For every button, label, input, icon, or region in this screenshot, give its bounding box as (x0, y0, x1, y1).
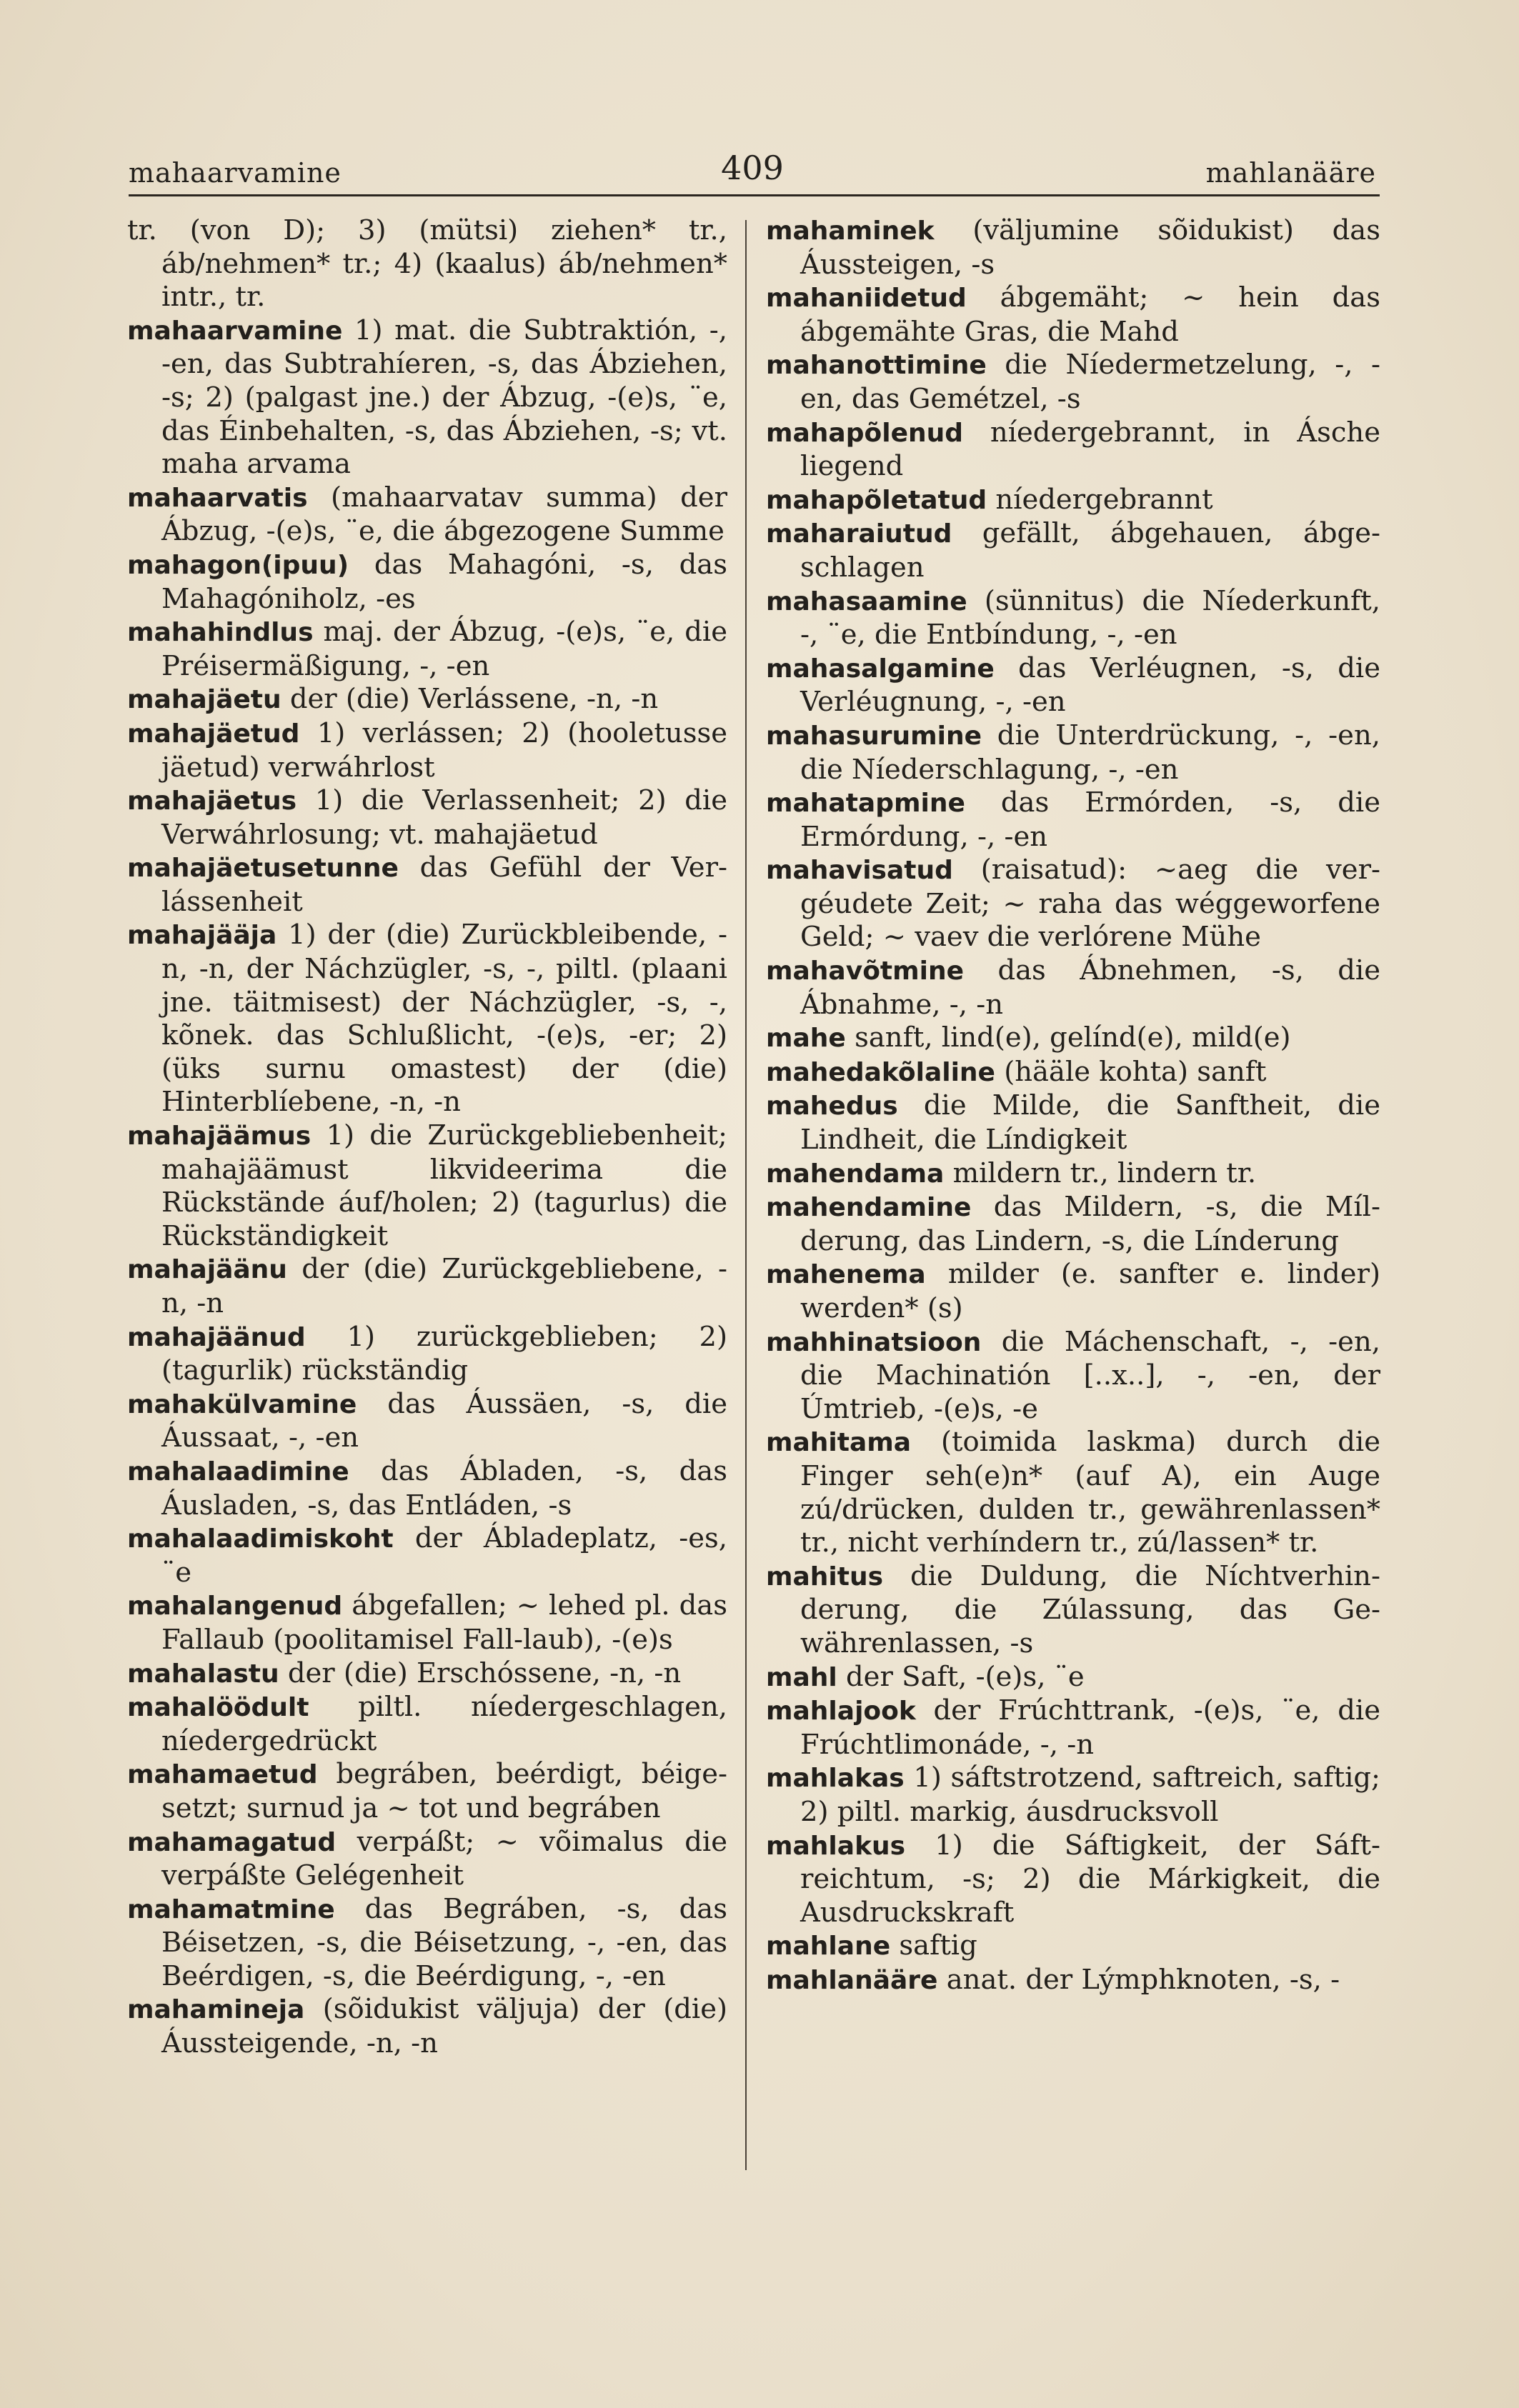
entry-headword: mahalaadimiskoht (127, 1524, 394, 1554)
entry-definition: mildern tr., lindern tr. (944, 1156, 1257, 1189)
entry-headword: mahapõlenud (766, 418, 964, 448)
entry-headword: mahalastu (127, 1659, 279, 1689)
dictionary-entry (766, 719, 1380, 786)
entry-definition: die Duldung, die Níchtverhinderung, die Zúlassung, das Gewährenlassen, -s (800, 1559, 1380, 1659)
entry-headword: mahakülvamine (127, 1389, 357, 1419)
entry-headword: mahajäetus (127, 786, 297, 816)
entry-headword: mahlakas (766, 1764, 905, 1794)
entry-definition: der Frúchttrank, -(e)s, ¨e, die Frúchtlimonáde, -, -n (800, 1694, 1380, 1761)
entry-headword: mahajäänud (127, 1322, 306, 1352)
entry-definition: das Gefühl der Verlássenheit (161, 851, 727, 918)
entry-definition: verpáßt; ~ võimalus die verpáßte Gelégenheit (161, 1825, 727, 1892)
entry-definition: tr. (von D); 3) (mütsi) ziehen* tr., áb/nehmen* tr.; 4) (kaalus) áb/nehmen* intr., tr. (127, 214, 727, 314)
dictionary-entry (766, 1157, 1380, 1191)
entry-definition: anat. der Lýmphknoten, -s, - (937, 1963, 1340, 1996)
entry-headword: mahlajook (766, 1697, 916, 1727)
dictionary-entry (766, 1661, 1380, 1695)
entry-headword: mahajäetusetunne (127, 854, 399, 884)
page-number: 409 (721, 149, 784, 187)
entry-definition: das Ermórden, -s, die Ermórdung, -, -en (800, 786, 1380, 853)
dictionary-entry (766, 281, 1380, 349)
entry-definition: milder (e. sanfter e. linder) werden* (s) (800, 1258, 1380, 1324)
dictionary-entry (766, 349, 1380, 416)
dictionary-entry (766, 585, 1380, 652)
entry-headword: mahalaadimine (127, 1457, 349, 1487)
entry-definition: 1) sáftstrotzend, saftreich, saftig; 2) piltl. markig, áusdrucksvoll (800, 1762, 1380, 1828)
entry-headword: mahahindlus (127, 618, 314, 648)
dictionary-entry (127, 1455, 727, 1522)
dictionary-entry (766, 1762, 1380, 1829)
entry-headword: mahamaetud (127, 1760, 318, 1790)
entry-definition: das Ábladen, -s, das Áusladen, -s, das Entláden, -s (161, 1454, 727, 1522)
header-last-entry: mahlanääre (1205, 157, 1376, 189)
entry-headword: mahendamine (766, 1193, 972, 1223)
dictionary-entry (766, 954, 1380, 1021)
entry-definition: (sõidukist väljuja) der (die) Áussteigende, -n, -n (161, 1993, 727, 2060)
entry-definition: (toimida laskma) durch die Finger seh(e)n* (auf A), ein Auge zú/drücken, dulden tr., gewährenlassen* tr., nicht verhíndern tr., zú/lassen* tr. (800, 1426, 1380, 1559)
entry-headword: mahalöödult (127, 1693, 309, 1723)
entry-headword: mahavõtmine (766, 956, 965, 986)
entry-headword: mahedus (766, 1091, 898, 1121)
header-first-entry: mahaarvamine (129, 157, 342, 189)
entry-headword: mahajäetu (127, 685, 282, 715)
entry-definition: die Máchenschaft, -, -en, die Machinatión [..x..], -, -en, der Úmtrieb, -(e)s, -e (800, 1325, 1380, 1425)
dictionary-entry (127, 717, 727, 784)
entry-headword: mahagon(ipuu) (127, 550, 349, 580)
entry-definition: (sünnitus) die Níederkunft, -, ¨e, die Entbíndung, -, -en (800, 584, 1380, 651)
entry-headword: mahalangenud (127, 1592, 343, 1622)
dictionary-entry (766, 1964, 1380, 1998)
entry-headword: mahavisatud (766, 856, 953, 886)
dictionary-entry (766, 786, 1380, 854)
entry-definition: der (die) Zurückgebliebene, -n, -n (161, 1253, 727, 1319)
page-header (129, 143, 1376, 193)
dictionary-entry (766, 517, 1380, 584)
dictionary-entry (127, 214, 727, 314)
entry-headword: mahanottimine (766, 351, 987, 381)
entry-definition: 1) die Zurückgebliebenheit; mahajäämust likvideerima die Rückstände áuf/holen; 2) (tagurlus) die Rückständigkeit (161, 1119, 727, 1252)
dictionary-entry (127, 1321, 727, 1388)
dictionary-entry (766, 1089, 1380, 1156)
entry-definition: piltl. níedergeschlagen, níedergedrückt (161, 1691, 727, 1757)
right-column (766, 214, 1380, 1997)
entry-headword: mahitus (766, 1562, 884, 1592)
header-rule (129, 194, 1380, 196)
dictionary-entry (766, 1326, 1380, 1427)
entry-definition: das Verléugnen, -s, die Verléugnung, -, -en (800, 651, 1380, 719)
entry-headword: mahhinatsioon (766, 1327, 982, 1357)
entry-headword: mahaminek (766, 216, 935, 246)
dictionary-entry (766, 484, 1380, 518)
dictionary-entry (766, 854, 1380, 954)
entry-definition: das Ábnehmen, -s, die Ábnahme, -, -n (800, 954, 1380, 1021)
entry-definition: saftig (890, 1929, 977, 1962)
entry-headword: mahitama (766, 1428, 912, 1458)
entry-definition: der Saft, -(e)s, ¨e (837, 1660, 1085, 1693)
entry-headword: mahaniidetud (766, 284, 967, 314)
entry-headword: mahajäetud (127, 719, 300, 749)
entry-definition: 1) die Sáftigkeit, der Sáftreichtum, -s; 2) die Márkigkeit, die Ausdruckskraft (800, 1829, 1380, 1929)
column-divider (745, 220, 747, 2170)
dictionary-entry (127, 683, 727, 717)
dictionary-entry (766, 1056, 1380, 1090)
entry-headword: mahaarvatis (127, 483, 308, 513)
entry-definition: das Mildern, -s, die Mílderung, das Lindern, -s, die Línderung (800, 1191, 1380, 1257)
entry-definition: (raisatud): ~aeg die vergéudete Zeit; ~ raha das wéggeworfene Geld; ~ vaev die verlórene Mühe (800, 854, 1380, 954)
dictionary-entry (766, 652, 1380, 719)
entry-headword: mahamagatud (127, 1827, 337, 1857)
dictionary-entry (127, 1893, 727, 1994)
dictionary-entry (127, 851, 727, 919)
left-column (127, 214, 727, 2061)
dictionary-entry (127, 1826, 727, 1893)
dictionary-entry (766, 1191, 1380, 1258)
dictionary-entry (127, 1522, 727, 1589)
dictionary-entry (127, 1657, 727, 1692)
entry-definition: der Ábladeplatz, -es, ¨e (161, 1522, 727, 1589)
dictionary-entry (127, 1691, 727, 1758)
entry-definition: die Níedermetzelung, -, -en, das Gemétzel, -s (800, 349, 1380, 415)
dictionary-entry (766, 214, 1380, 281)
entry-headword: mahaarvamine (127, 316, 343, 346)
dictionary-entry (766, 1560, 1380, 1661)
entry-headword: mahl (766, 1662, 837, 1692)
entry-definition: (väljumine sõidukist) das Áussteigen, -s (800, 214, 1380, 281)
dictionary-entry (766, 416, 1380, 484)
entry-definition: das Mahagóni, -s, das Mahagóniholz, -es (161, 548, 727, 615)
dictionary-entry (127, 481, 727, 549)
entry-definition: níedergebrannt (987, 483, 1213, 516)
entry-headword: mahendama (766, 1159, 945, 1189)
entry-headword: mahe (766, 1024, 846, 1054)
entry-definition: maj. der Ábzug, -(e)s, ¨e, die Préisermäßigung, -, -en (161, 616, 727, 682)
entry-definition: 1) die Verlassenheit; 2) die Verwáhrlosung; vt. mahajäetud (161, 784, 727, 851)
dictionary-entry (127, 1119, 727, 1253)
entry-definition: das Áussäen, -s, die Áussaat, -, -en (161, 1387, 727, 1454)
entry-definition: der (die) Erschóssene, -n, -n (279, 1657, 682, 1689)
dictionary-entry (127, 1758, 727, 1825)
entry-definition: die Unterdrückung, -, -en, die Níederschlagung, -, -en (800, 719, 1380, 786)
entry-definition: (mahaarvatav summa) der Ábzug, -(e)s, ¨e, die ábgezogene Summe (161, 481, 727, 548)
entry-headword: mahamineja (127, 1995, 305, 2025)
entry-headword: mahlane (766, 1932, 891, 1962)
dictionary-entry (127, 919, 727, 1119)
entry-definition: (hääle kohta) sanft (995, 1055, 1267, 1088)
entry-headword: mahlanääre (766, 1965, 938, 1995)
entry-headword: mahasaamine (766, 586, 967, 616)
entry-definition: gefällt, ábgehauen, ábgeschlagen (800, 517, 1380, 584)
dictionary-entry (766, 1929, 1380, 1964)
entry-headword: mahlakus (766, 1831, 906, 1861)
dictionary-entry (766, 1258, 1380, 1325)
entry-headword: mahajäämus (127, 1121, 312, 1151)
entry-headword: mahajäänu (127, 1255, 287, 1285)
entry-definition: das Begráben, -s, das Béisetzen, -s, die Béisetzung, -, -en, das Beérdigen, -s, die Beérdigung, -, -en (161, 1892, 727, 1992)
dictionary-entry (766, 1426, 1380, 1559)
entry-headword: mahatapmine (766, 789, 965, 819)
entry-definition: 1) mat. die Subtraktión, -, -en, das Subtrahíeren, -s, das Ábziehen, -s; 2) (palgast jne.) der Ábzug, -(e)s, ¨e, das Éinbehalten, -s, das Ábziehen, -s; vt. maha arvama (161, 314, 727, 481)
entry-headword: mahenema (766, 1260, 926, 1290)
dictionary-entry (127, 1589, 727, 1657)
dictionary-entry (127, 1993, 727, 2060)
dictionary-entry (127, 616, 727, 683)
entry-definition: begráben, beérdigt, béigesetzt; surnud ja ~ tot und begráben (161, 1758, 727, 1824)
dictionary-entry (766, 1829, 1380, 1930)
entry-definition: níedergebrannt, in Ásche liegend (800, 416, 1380, 483)
entry-definition: 1) der (die) Zurückbleibende, -n, -n, der Náchzügler, -s, -, piltl. (plaani jne. täitmisest) der Náchzügler, -s, -, kõnek. das Schlußlicht, -(e)s, -er; 2) (üks surnu omastest) der (die) Hinterblíebene, -n, -n (161, 919, 727, 1119)
dictionary-entry (127, 784, 727, 851)
entry-definition: ábgemäht; ~ hein das ábgemähte Gras, die Mahd (800, 281, 1380, 348)
entry-headword: mahapõletatud (766, 485, 987, 515)
entry-definition: der (die) Verlássene, -n, -n (281, 683, 659, 716)
dictionary-entry (766, 1021, 1380, 1056)
dictionary-entry (127, 314, 727, 481)
entry-headword: mahamatmine (127, 1894, 335, 1924)
entry-definition: die Milde, die Sanftheit, die Lindheit, die Líndigkeit (800, 1089, 1380, 1156)
entry-definition: 1) verlássen; 2) (hooletusse jäetud) verwáhrlost (161, 716, 727, 784)
entry-headword: mahedakõlaline (766, 1057, 995, 1087)
dictionary-entry (127, 1253, 727, 1320)
entry-headword: maharaiutud (766, 519, 952, 549)
dictionary-entry (766, 1694, 1380, 1762)
entry-headword: mahajääja (127, 921, 277, 951)
entry-definition: 1) zurückgeblieben; 2) (tagurlik) rückständig (161, 1320, 727, 1387)
dictionary-entry (127, 1388, 727, 1455)
entry-headword: mahasurumine (766, 721, 982, 751)
entry-definition: sanft, lind(e), gelínd(e), mild(e) (845, 1021, 1291, 1054)
entry-headword: mahasalgamine (766, 654, 995, 684)
entry-definition: ábgefallen; ~ lehed pl. das Fallaub (poolitamisel Fall-laub), -(e)s (161, 1589, 727, 1656)
dictionary-entry (127, 549, 727, 616)
